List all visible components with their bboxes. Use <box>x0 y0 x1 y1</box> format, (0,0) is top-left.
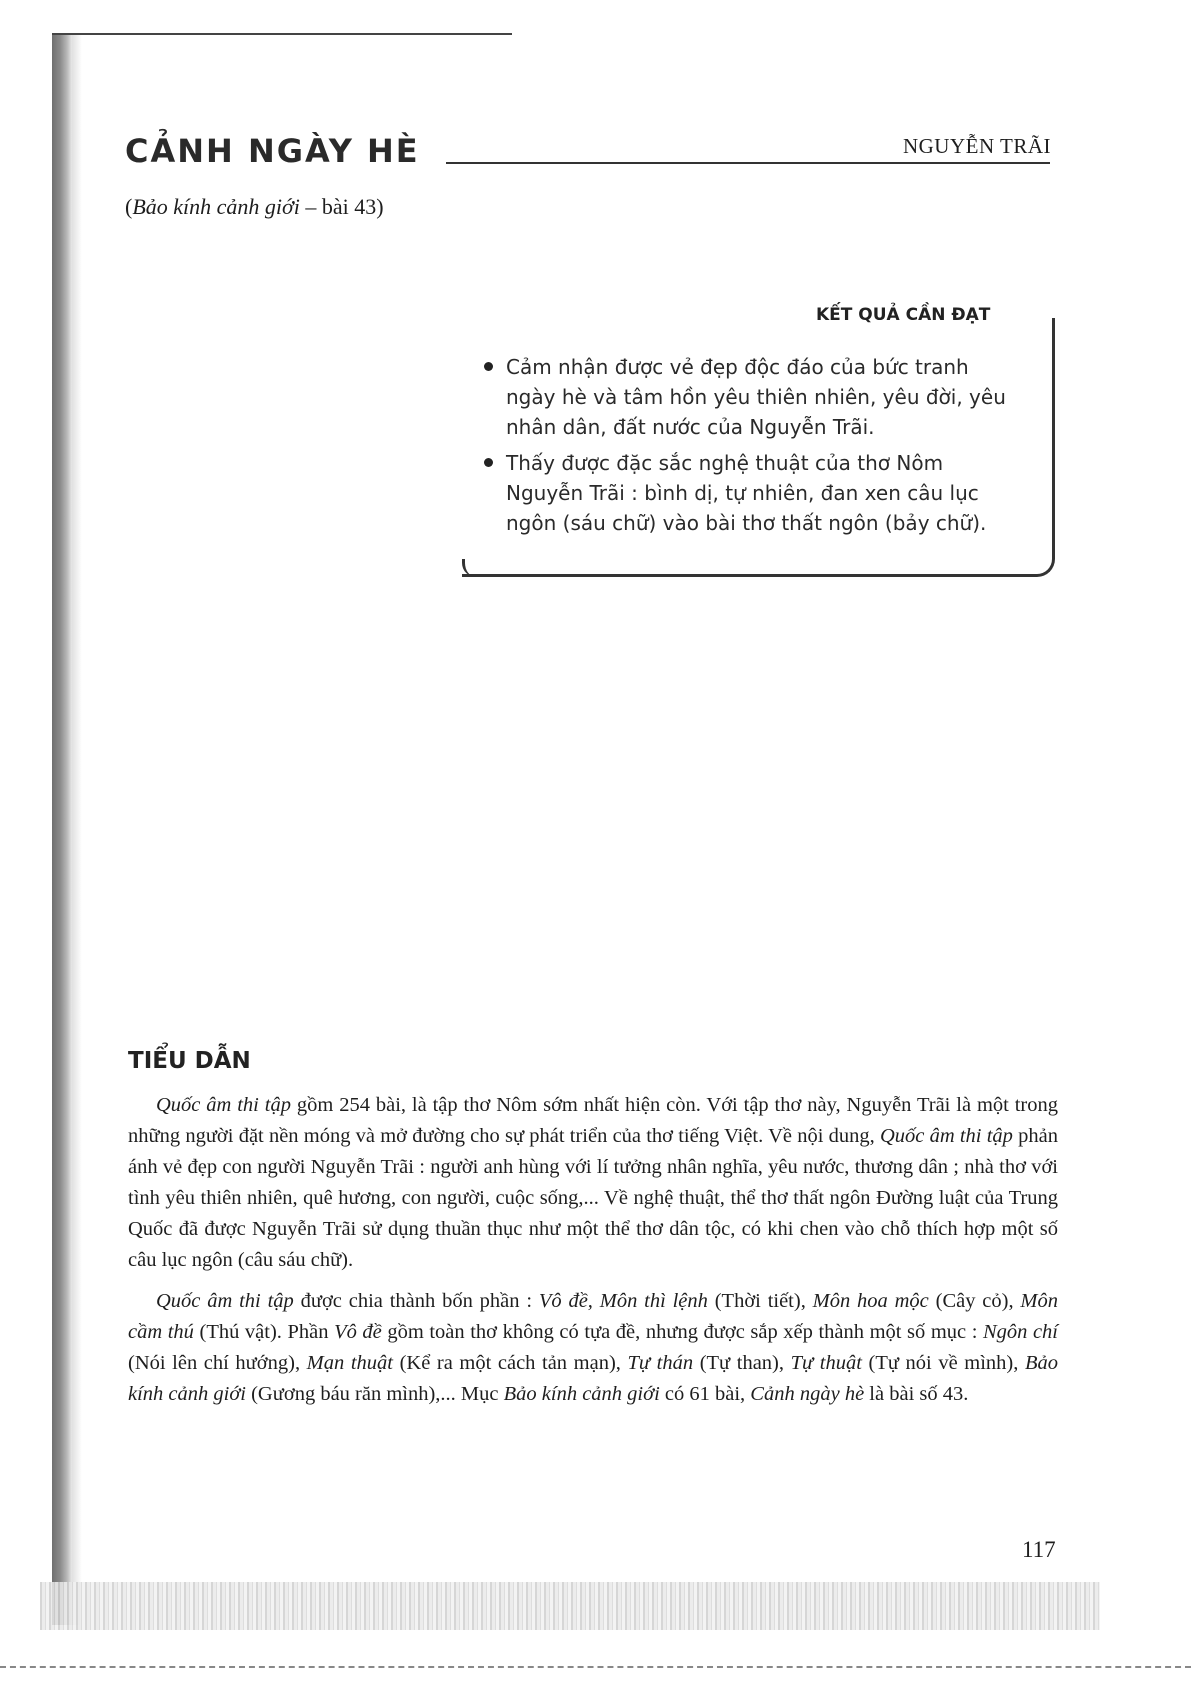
poem-title: CẢNH NGÀY HÈ <box>125 132 420 170</box>
intro-text: (Kể ra một cách tản mạn), <box>392 1352 628 1374</box>
intro-italic-term: Vô đề <box>334 1321 382 1343</box>
intro-italic-term: Môn cầm thú <box>128 1290 1058 1343</box>
intro-text: (Cây cỏ), <box>928 1290 1021 1312</box>
intro-italic-term: Cảnh ngày hè <box>750 1383 865 1405</box>
intro-text: có 61 bài, <box>659 1383 751 1405</box>
intro-text: (Nói lên chí hướng), <box>128 1352 307 1374</box>
intro-italic-term: Môn hoa mộc <box>812 1290 929 1312</box>
intro-text: phản ánh vẻ đẹp con người Nguyễn Trãi : người anh hùng với lí tưởng nhân nghĩa, yêu nước, thương dân ; nhà thơ với tình yêu thiên nhiên, quê hương, con người, cuộc sống,... Về nghệ thuật, thể thơ thất ngôn Đường luật của Trung Quốc đã được Nguyễn Trãi sử dụng thuần thục như một thể thơ dân tộc, có khi chen vào chỗ thích hợp một số câu lục ngôn (câu sáu chữ). <box>128 1125 1058 1271</box>
intro-italic-term: Mạn thuật <box>306 1352 393 1374</box>
learning-goals-heading: KẾT QUẢ CẦN ĐẠT <box>816 305 998 325</box>
intro-paragraph-1 <box>128 1090 1058 1276</box>
intro-body <box>128 1090 1058 1420</box>
intro-italic-term: Bảo kính cảnh giới <box>128 1352 1058 1405</box>
intro-italic-term: Quốc âm thi tập <box>156 1290 294 1312</box>
intro-italic-term: Quốc âm thi tập <box>879 1125 1013 1147</box>
intro-text: được chia thành bốn phần : <box>293 1290 539 1312</box>
intro-italic-term: Bảo kính cảnh giới <box>503 1383 660 1405</box>
page-cut-line <box>0 1666 1191 1668</box>
learning-goal-item <box>484 448 1024 538</box>
scan-top-edge <box>52 33 512 35</box>
intro-text: là bài số 43. <box>864 1383 969 1405</box>
intro-heading: TIỂU DẪN <box>128 1048 251 1074</box>
intro-paragraph-2 <box>128 1286 1058 1410</box>
bullet-icon <box>484 458 493 467</box>
book-spine-shadow <box>52 35 72 1625</box>
source-open-paren: ( <box>125 194 133 219</box>
intro-italic-term: Vô đề, Môn thì lệnh <box>538 1290 708 1312</box>
learning-goals-list <box>484 352 1024 544</box>
learning-goal-text: Cảm nhận được vẻ đẹp độc đáo của bức tranh ngày hè và tâm hồn yêu thiên nhiên, yêu đời, yêu nhân dân, đất nước của Nguyễn Trãi. <box>506 355 1006 439</box>
source-number: – bài 43) <box>299 194 384 219</box>
author-name: NGUYỄN TRÃI <box>902 134 1051 158</box>
intro-text: (Tự nói về mình), <box>861 1352 1025 1374</box>
intro-italic-term: Quốc âm thi tập <box>156 1094 291 1116</box>
intro-text: (Thời tiết), <box>707 1290 813 1312</box>
intro-text: (Tự than), <box>693 1352 791 1374</box>
intro-italic-term: Tự thuật <box>790 1352 862 1374</box>
title-rule <box>446 162 1050 164</box>
intro-italic-term: Ngôn chí <box>982 1321 1059 1343</box>
intro-italic-term: Tự thán <box>627 1352 694 1374</box>
poem-source <box>125 194 384 220</box>
scan-bottom-edge <box>40 1582 1100 1630</box>
gutter-shadow <box>72 35 82 1625</box>
learning-goal-text: Thấy được đặc sắc nghệ thuật của thơ Nôm Nguyễn Trãi : bình dị, tự nhiên, đan xen câu lục ngôn (sáu chữ) vào bài thơ thất ngôn (bảy chữ). <box>506 451 987 535</box>
learning-goal-item <box>484 352 1024 442</box>
intro-text: (Gương báu răn mình),... Mục <box>245 1383 504 1405</box>
intro-text: (Thú vật). Phần <box>193 1321 335 1343</box>
intro-text: gồm toàn thơ không có tựa đề, nhưng được sắp xếp thành một số mục : <box>381 1321 983 1343</box>
bullet-icon <box>484 362 493 371</box>
intro-text: gồm 254 bài, là tập thơ Nôm sớm nhất hiện còn. Với tập thơ này, Nguyễn Trãi là một trong những người đặt nền móng và mở đường cho sự phát triển của thơ tiếng Việt. Về nội dung, <box>128 1094 1058 1147</box>
source-collection: Bảo kính cảnh giới <box>132 194 300 219</box>
page-number: 117 <box>1022 1537 1056 1562</box>
